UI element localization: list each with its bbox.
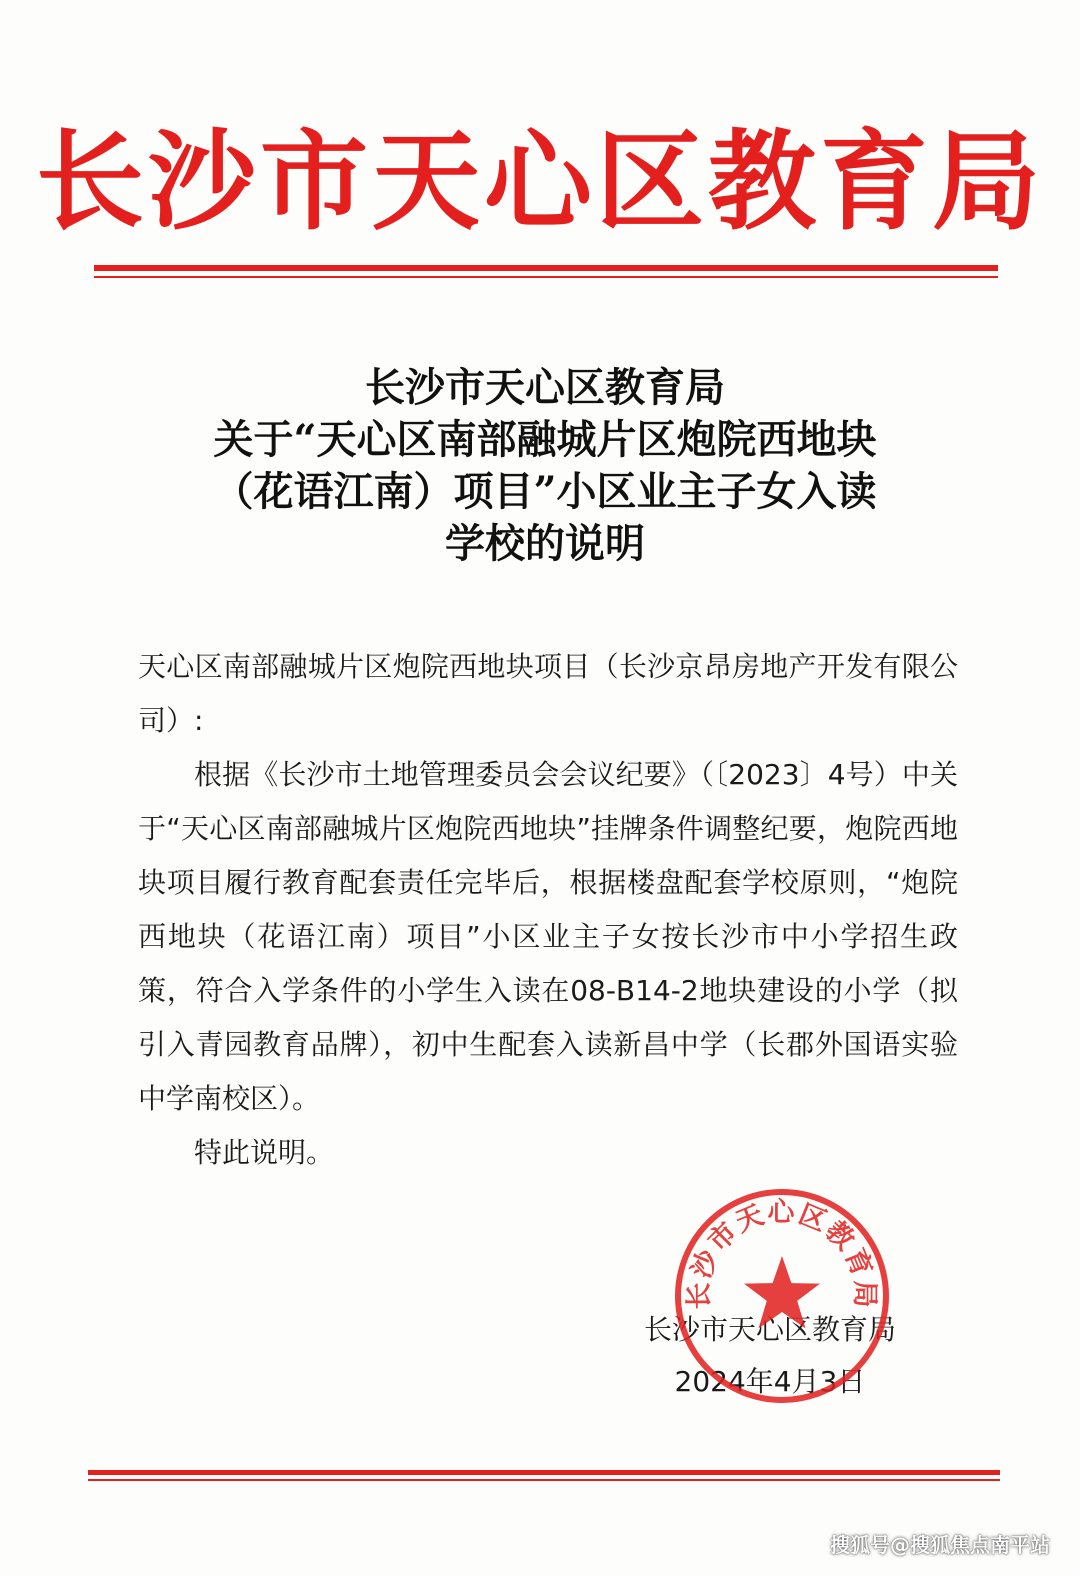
signature-date: 2024年4月3日 xyxy=(674,1365,866,1398)
official-seal xyxy=(672,1186,892,1406)
star-icon xyxy=(744,1256,820,1328)
seal-text: 长沙市天心区教育局 xyxy=(683,1196,881,1310)
closing-paragraph: 特此说明。 xyxy=(194,1136,335,1169)
addressee-paragraph: 天心区南部融城片区炮院西地块项目（长沙京昂房地产开发有限公司）: xyxy=(138,650,958,737)
masthead-rule-thick xyxy=(94,265,998,271)
content-paragraph: 根据《长沙市土地管理委员会会议纪要》（〔2023〕4号）中关于“天心区南部融城片区炮院西地块”挂牌条件调整纪要，炮院西地块项目履行教育配套责任完毕后，根据楼盘配套学校原则，“炮院西地块（花语江南）项目”小区业主子女按长沙市中小学招生政策，符合入学条件的小学生入读在08-B14-2地块建设的小学（拟引入青园教育品牌），初中生配套入读新昌中学（长郡外国语实验中学南校区）。 xyxy=(138,758,958,1115)
title-line: （花语江南）项目”小区业主子女入读 xyxy=(213,468,877,515)
title-line: 学校的说明 xyxy=(445,520,645,567)
watermark: 搜狐号@搜狐焦点南平站 xyxy=(830,1533,1050,1557)
signature-issuer: 长沙市天心区教育局 xyxy=(643,1313,896,1346)
masthead-rule-thin xyxy=(94,276,998,278)
masthead-title: 长沙市天心区教育局 xyxy=(35,119,1044,245)
title-line: 关于“天心区南部融城片区炮院西地块 xyxy=(213,416,877,463)
footer-rule-thin xyxy=(88,1479,1000,1481)
document-body xyxy=(138,640,958,1180)
footer-rule-thick xyxy=(88,1470,1000,1475)
title-line: 长沙市天心区教育局 xyxy=(365,364,725,411)
document-title xyxy=(140,362,950,570)
